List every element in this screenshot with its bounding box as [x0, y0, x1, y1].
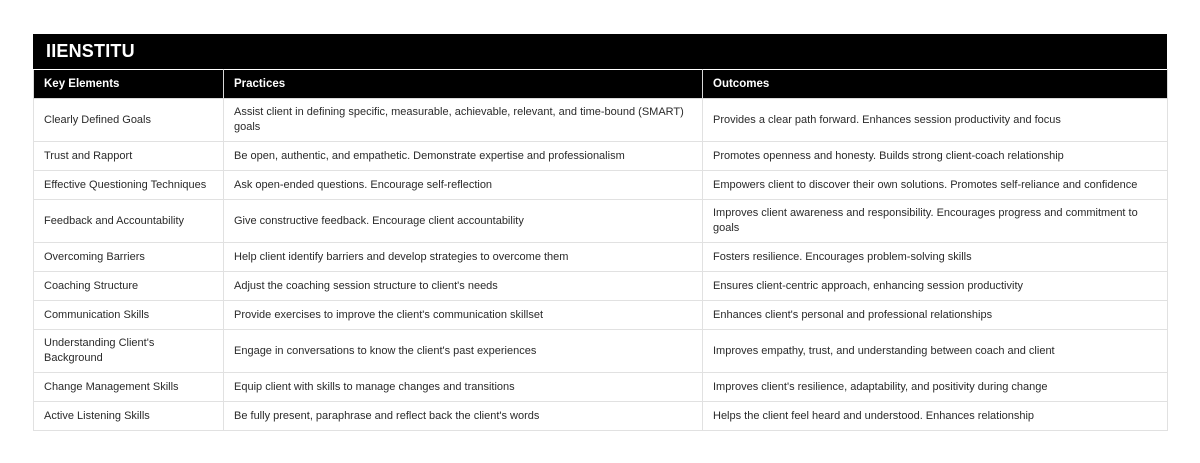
- data-table: [33, 69, 1168, 431]
- cell-key: Change Management Skills: [34, 373, 224, 402]
- cell-key: Understanding Client's Background: [34, 330, 224, 373]
- cell-key: Communication Skills: [34, 301, 224, 330]
- cell-key: Clearly Defined Goals: [34, 99, 224, 142]
- cell-practice: Assist client in defining specific, measurable, achievable, relevant, and time-bound (SMART) goals: [224, 99, 703, 142]
- cell-practice: Be fully present, paraphrase and reflect back the client's words: [224, 402, 703, 431]
- cell-outcome: Enhances client's personal and professional relationships: [703, 301, 1168, 330]
- cell-practice: Ask open-ended questions. Encourage self-reflection: [224, 171, 703, 200]
- cell-key: Effective Questioning Techniques: [34, 171, 224, 200]
- cell-practice: Equip client with skills to manage changes and transitions: [224, 373, 703, 402]
- cell-practice: Provide exercises to improve the client's communication skillset: [224, 301, 703, 330]
- cell-outcome: Improves client's resilience, adaptability, and positivity during change: [703, 373, 1168, 402]
- brand-title: IIENSTITU: [33, 34, 1167, 69]
- table-row: [34, 99, 1168, 142]
- cell-practice: Adjust the coaching session structure to client's needs: [224, 272, 703, 301]
- cell-outcome: Empowers client to discover their own solutions. Promotes self-reliance and confidence: [703, 171, 1168, 200]
- header-practices: Practices: [224, 70, 703, 99]
- cell-practice: Be open, authentic, and empathetic. Demonstrate expertise and professionalism: [224, 142, 703, 171]
- cell-key: Coaching Structure: [34, 272, 224, 301]
- cell-key: Feedback and Accountability: [34, 200, 224, 243]
- table-row: [34, 171, 1168, 200]
- table-container: [33, 34, 1167, 431]
- table-row: [34, 330, 1168, 373]
- table-row: [34, 301, 1168, 330]
- header-row: [34, 70, 1168, 99]
- table-row: [34, 272, 1168, 301]
- header-outcomes: Outcomes: [703, 70, 1168, 99]
- table-row: [34, 142, 1168, 171]
- cell-outcome: Promotes openness and honesty. Builds strong client-coach relationship: [703, 142, 1168, 171]
- cell-outcome: Provides a clear path forward. Enhances session productivity and focus: [703, 99, 1168, 142]
- cell-outcome: Improves client awareness and responsibility. Encourages progress and commitment to goals: [703, 200, 1168, 243]
- cell-key: Overcoming Barriers: [34, 243, 224, 272]
- table-row: [34, 200, 1168, 243]
- cell-outcome: Helps the client feel heard and understood. Enhances relationship: [703, 402, 1168, 431]
- cell-key: Trust and Rapport: [34, 142, 224, 171]
- table-row: [34, 243, 1168, 272]
- cell-practice: Give constructive feedback. Encourage client accountability: [224, 200, 703, 243]
- cell-outcome: Ensures client-centric approach, enhancing session productivity: [703, 272, 1168, 301]
- table-row: [34, 402, 1168, 431]
- cell-outcome: Improves empathy, trust, and understanding between coach and client: [703, 330, 1168, 373]
- cell-practice: Engage in conversations to know the client's past experiences: [224, 330, 703, 373]
- cell-key: Active Listening Skills: [34, 402, 224, 431]
- table-row: [34, 373, 1168, 402]
- cell-outcome: Fosters resilience. Encourages problem-solving skills: [703, 243, 1168, 272]
- cell-practice: Help client identify barriers and develop strategies to overcome them: [224, 243, 703, 272]
- header-key-elements: Key Elements: [34, 70, 224, 99]
